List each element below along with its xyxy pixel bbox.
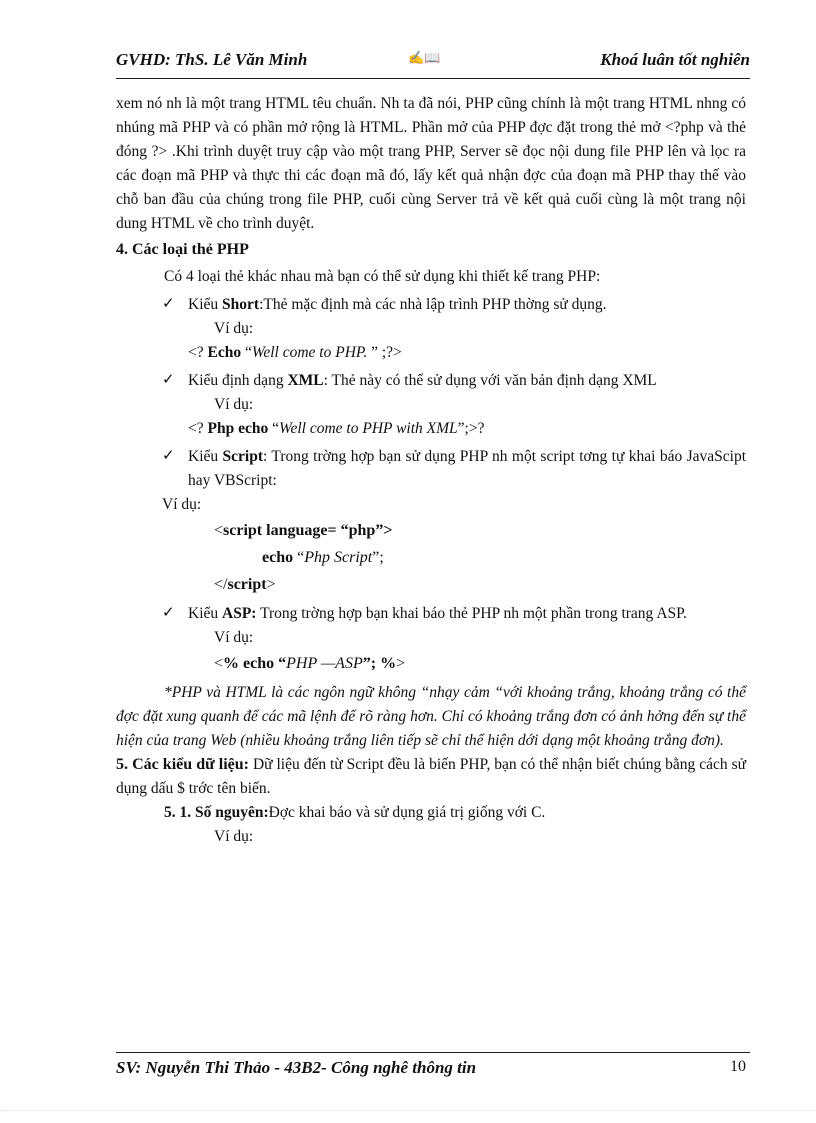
- code-keyword: script language: [223, 522, 328, 539]
- paragraph-intro: xem nó nh là một trang HTML têu chuẩn. Nh ta đã nói, PHP cũng chính là một trang HTML nhng có nhúng mã PHP và có phần mở rộng là HTML. Phần mở của PHP đợc đặt trong thẻ mở <?php và thẻ đóng ?> .Khi trình duyệt truy cập vào một trang PHP, Server sẽ đọc nội dung file PHP lên và lọc ra các đoạn mã PHP và thực thi các đoạn mã đó, lấy kết quả nhận đợc của đoạn mã PHP thay thế vào chỗ ban đầu của chúng trong file PHP, cuối cùng Server trả về kết quả cuối cùng là một trang nội dung HTML về cho trình duyệt.: [116, 95, 746, 232]
- code-part: “: [274, 655, 287, 672]
- section-4-title: 4. Các loại thẻ PHP: [116, 241, 249, 258]
- section-5-title: 5. Các kiểu dữ liệu:: [116, 756, 250, 773]
- code-keyword: Echo: [207, 344, 242, 361]
- subsection-5-1: [116, 801, 746, 825]
- check-icon: ✓: [162, 294, 175, 312]
- item-text: :Thẻ mặc định mà các nhà lập trình PHP thờng sử dụng.: [259, 296, 607, 313]
- code-keyword: % echo: [223, 655, 275, 672]
- item-keyword: ASP:: [222, 605, 257, 622]
- item-text: Trong trờng hợp bạn khai báo thẻ PHP nh một phần trong trang ASP.: [256, 605, 687, 622]
- code-example-asp: [116, 650, 746, 677]
- book-writing-icon: ✍📖: [408, 50, 441, 65]
- whitespace-note: *PHP và HTML là các ngôn ngữ không “nhạy cảm “với khoảng trắng, khoảng trắng có thể đợc đặt xung quanh để các mã lệnh để rõ ràng hơn. Chỉ có khoảng trắng đơn có ảnh hởng đến sự thể hiện của trang Web (nhiều khoảng trắng liên tiếp sẽ chỉ thể hiện dới dạng một khoảng trắng đơn).: [116, 684, 746, 749]
- page-bottom-border: [0, 1110, 816, 1111]
- item-text: Kiểu: [188, 296, 223, 313]
- code-part: “: [268, 420, 279, 437]
- code-keyword: echo: [262, 549, 294, 566]
- item-keyword: XML: [287, 372, 324, 389]
- code-string: php: [348, 522, 376, 539]
- code-part: >: [396, 655, 406, 672]
- item-text: : Thẻ này có thể sử dụng với văn bản định dạng XML: [323, 372, 657, 389]
- item-text: Kiểu định dạng: [188, 372, 288, 389]
- list-item-xml: [116, 369, 746, 393]
- check-icon: ✓: [162, 603, 175, 621]
- code-script-echo: [116, 544, 746, 571]
- code-part: = “: [327, 522, 349, 539]
- code-part: <: [214, 655, 224, 672]
- code-part: “: [293, 549, 305, 566]
- code-script-open: [116, 517, 746, 544]
- page-number: 10: [730, 1058, 746, 1075]
- list-item-script: [116, 445, 746, 493]
- code-part: <: [214, 522, 224, 539]
- code-part: ”; %: [362, 655, 397, 672]
- item-text: Kiểu: [188, 605, 223, 622]
- code-string: Php Script: [304, 549, 373, 566]
- example-label: Ví dụ:: [214, 828, 254, 845]
- item-text: Kiểu: [188, 448, 223, 465]
- code-keyword: script: [227, 576, 267, 593]
- code-example-xml: [116, 417, 746, 441]
- item-keyword: Script: [222, 448, 263, 465]
- code-keyword: Php echo: [207, 420, 269, 437]
- code-part: “: [241, 344, 252, 361]
- header-supervisor: GVHD: ThS. Lê Văn Minh: [116, 50, 308, 69]
- subsection-5-1-title: 5. 1. Số nguyên:: [164, 804, 269, 821]
- code-part: <?: [188, 344, 208, 361]
- code-string: Well come to PHP with XML: [278, 420, 458, 437]
- code-example-short: [116, 341, 746, 365]
- list-item-asp: [116, 602, 746, 626]
- code-script-close: [116, 571, 746, 598]
- subsection-5-1-text: Đợc khai báo và sử dụng giá trị giống với C.: [268, 804, 546, 821]
- code-part: ”>: [375, 522, 393, 539]
- example-label: Ví dụ:: [214, 320, 254, 337]
- example-label: Ví dụ:: [214, 629, 254, 646]
- code-part: >: [266, 576, 276, 593]
- list-item-short: [116, 293, 746, 317]
- example-label: Ví dụ:: [162, 496, 202, 513]
- code-part: ” ;?>: [367, 344, 402, 361]
- footer-student: SV: Nguyễn Thi Thảo - 43B2- Công nghê thông tin: [116, 1058, 477, 1077]
- header-rule: [116, 78, 750, 79]
- code-part: ”;>?: [457, 420, 485, 437]
- example-label: Ví dụ:: [214, 396, 254, 413]
- header-thesis-title: Khoá luân tốt nghiên: [600, 50, 750, 69]
- code-part: <?: [188, 420, 208, 437]
- footer-rule: [116, 1052, 750, 1053]
- check-icon: ✓: [162, 370, 175, 388]
- page-header: [116, 50, 750, 74]
- check-icon: ✓: [162, 446, 175, 464]
- code-string: Well come to PHP.: [251, 344, 368, 361]
- code-part: ”;: [372, 549, 384, 566]
- section-5-text: Dữ liệu đến từ Script đều là biến PHP, bạn có thể nhận biết chúng bằng cách sử dụng dấu $ trớc tên biến.: [116, 756, 746, 797]
- section-5-paragraph: [116, 753, 746, 801]
- code-part: </: [214, 576, 228, 593]
- section-4-intro: Có 4 loại thẻ khác nhau mà bạn có thể sử dụng khi thiết kế trang PHP:: [164, 268, 601, 285]
- item-keyword: Short: [222, 296, 260, 313]
- page-body: [116, 92, 746, 849]
- item-text: : Trong trờng hợp bạn sử dụng PHP nh một script tơng tự khai báo JavaScipt hay VBScript:: [188, 448, 746, 489]
- code-string: PHP —ASP: [286, 655, 363, 672]
